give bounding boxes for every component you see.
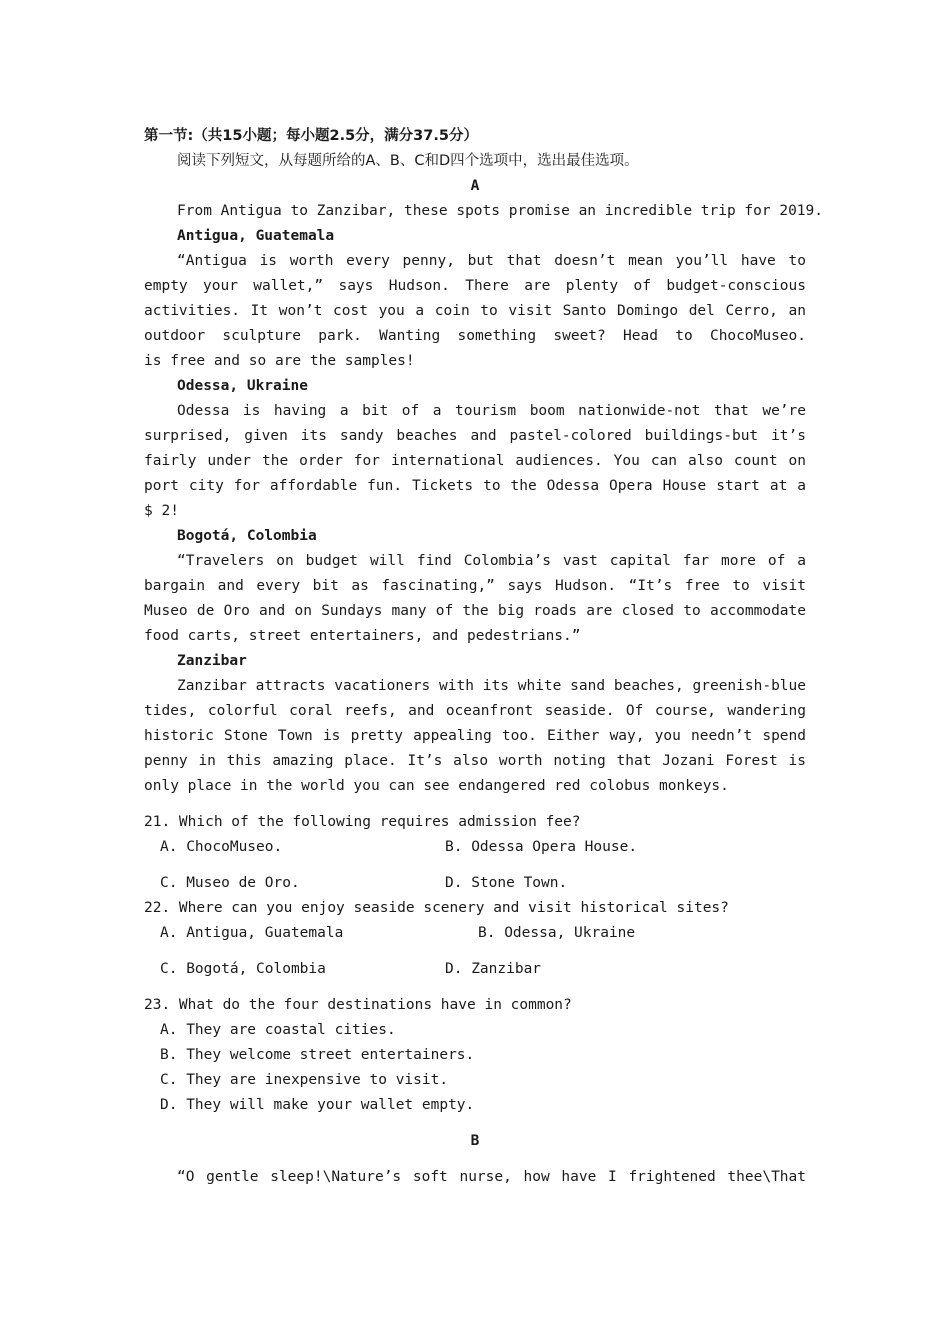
paragraph-line: historic Stone Town is pretty appealing too. Either way, you needn’t spend: [144, 728, 806, 744]
option-a: A. ChocoMuseo.: [160, 839, 283, 855]
option-b: B. They welcome street entertainers.: [160, 1047, 475, 1063]
passage-a-label: A: [470, 178, 480, 194]
section-heading-odessa: Odessa, Ukraine: [177, 378, 308, 394]
option-b: B. Odessa Opera House.: [445, 839, 638, 855]
section-header: 第一节:（共15小题；每小题2.5分，满分37.5分）: [144, 128, 478, 144]
option-a: A. They are coastal cities.: [160, 1022, 396, 1038]
paragraph-line: is free and so are the samples!: [144, 353, 415, 369]
section-heading-antigua: Antigua, Guatemala: [177, 228, 335, 244]
paragraph-line: fairly under the order for international audiences. You can also count on: [144, 453, 806, 469]
paragraph-line: activities. It won’t cost you a coin to visit Santo Domingo del Cerro, an: [144, 303, 806, 319]
paragraph-line: Odessa is having a bit of a tourism boom nationwide-not that we’re: [177, 403, 806, 419]
option-d: D. Stone Town.: [445, 875, 568, 891]
option-b: B. Odessa, Ukraine: [478, 925, 636, 941]
paragraph-line: $ 2!: [144, 503, 179, 519]
options-row: [144, 957, 806, 982]
paragraph-line: port city for affordable fun. Tickets to the Odessa Opera House start at a: [144, 478, 806, 494]
question-stem-22: 22. Where can you enjoy seaside scenery and visit historical sites?: [144, 900, 729, 916]
paragraph-line: “Travelers on budget will find Colombia’s vast capital far more of a: [177, 553, 806, 569]
paragraph-line: Zanzibar attracts vacationers with its white sand beaches, greenish-blue: [177, 678, 806, 694]
paragraph-line: empty your wallet,” says Hudson. There are plenty of budget-conscious: [144, 278, 806, 294]
paragraph-line: “Antigua is worth every penny, but that doesn’t mean you’ll have to: [177, 253, 806, 269]
section-heading-zanzibar: Zanzibar: [177, 653, 247, 669]
option-a: A. Antigua, Guatemala: [160, 925, 344, 941]
option-d: D. Zanzibar: [445, 961, 542, 977]
exam-page: [144, 124, 824, 1190]
options-row: [144, 921, 806, 946]
passage-a-intro: From Antigua to Zanzibar, these spots promise an incredible trip for 2019.: [177, 203, 824, 219]
option-c: C. They are inexpensive to visit.: [160, 1072, 449, 1088]
options-row: [144, 871, 806, 896]
instructions: 阅读下列短文，从每题所给的A、B、C和D四个选项中，选出最佳选项。: [177, 153, 639, 169]
section-heading-bogota: Bogotá, Colombia: [177, 528, 317, 544]
paragraph-line: only place in the world you can see endangered red colobus monkeys.: [144, 778, 729, 794]
option-c: C. Bogotá, Colombia: [160, 961, 326, 977]
options-row: [144, 835, 806, 860]
paragraph-line: food carts, street entertainers, and pedestrians.”: [144, 628, 581, 644]
paragraph-line: Museo de Oro and on Sundays many of the big roads are closed to accommodate: [144, 603, 806, 619]
paragraph-line: outdoor sculpture park. Wanting something sweet? Head to ChocoMuseo.: [144, 328, 806, 344]
option-c: C. Museo de Oro.: [160, 875, 300, 891]
paragraph-line: bargain and every bit as fascinating,” says Hudson. “It’s free to visit: [144, 578, 806, 594]
option-d: D. They will make your wallet empty.: [160, 1097, 475, 1113]
question-stem-21: 21. Which of the following requires admission fee?: [144, 814, 581, 830]
question-stem-23: 23. What do the four destinations have in common?: [144, 997, 572, 1013]
paragraph-line: surprised, given its sandy beaches and pastel-colored buildings-but it’s: [144, 428, 806, 444]
paragraph-line: penny in this amazing place. It’s also worth noting that Jozani Forest is: [144, 753, 806, 769]
passage-b-first-line: “O gentle sleep!\Nature’s soft nurse, how have I frightened thee\That: [177, 1169, 806, 1185]
passage-b-label: B: [470, 1133, 480, 1149]
paragraph-line: tides, colorful coral reefs, and oceanfront seaside. Of course, wandering: [144, 703, 806, 719]
